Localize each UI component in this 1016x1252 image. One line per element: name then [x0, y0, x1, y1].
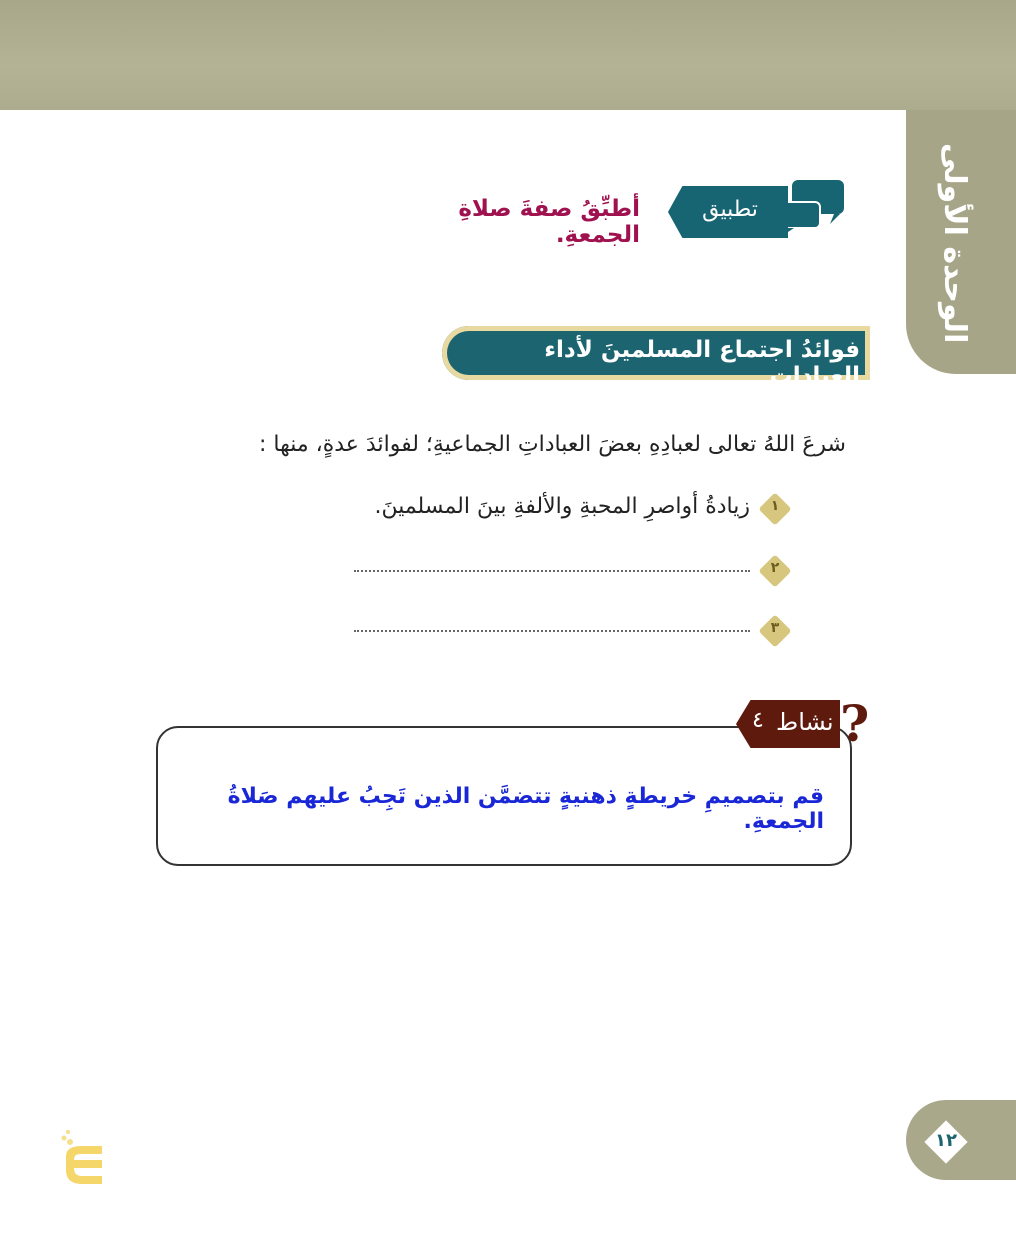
list-item [186, 494, 790, 528]
point-number: ٣ [770, 620, 780, 636]
question-mark-icon: ? [840, 694, 870, 753]
activity-label: نشاط [776, 708, 834, 736]
list-item [310, 616, 790, 650]
publisher-logo-icon [58, 1128, 106, 1184]
intro-paragraph: شرعَ اللهُ تعالى لعبادِهِ بعضَ العباداتِ الجماعيةِ؛ لفوائدَ عدةٍ، منها : [258, 432, 846, 457]
answer-blank-line[interactable] [354, 630, 750, 632]
chat-bubbles-icon [778, 178, 848, 240]
answer-blank-line[interactable] [354, 570, 750, 572]
activity-number: ٤ [752, 708, 764, 733]
activity-text: قم بتصميمِ خريطةٍ ذهنيةٍ تتضمَّن الذين تَجِبُ عليهم صَلاةُ الجمعةِ. [227, 784, 824, 834]
header-band [0, 0, 1016, 110]
point-number: ٢ [770, 560, 780, 576]
section-title: فوائدُ اجتماع المسلمينَ لأداء العبادات [544, 337, 860, 389]
unit-title: الوحدة الأولى [937, 142, 972, 344]
page-number: ١٢ [935, 1130, 957, 1151]
point-text: زيادةُ أواصرِ المحبةِ والألفةِ بينَ المسلمينَ. [374, 494, 750, 519]
point-number: ١ [770, 498, 780, 514]
application-badge-label: تطبيق [702, 197, 758, 222]
application-text: أطبِّقُ صفةَ صلاةِ الجمعةِ. [458, 196, 640, 248]
list-item [310, 556, 790, 590]
